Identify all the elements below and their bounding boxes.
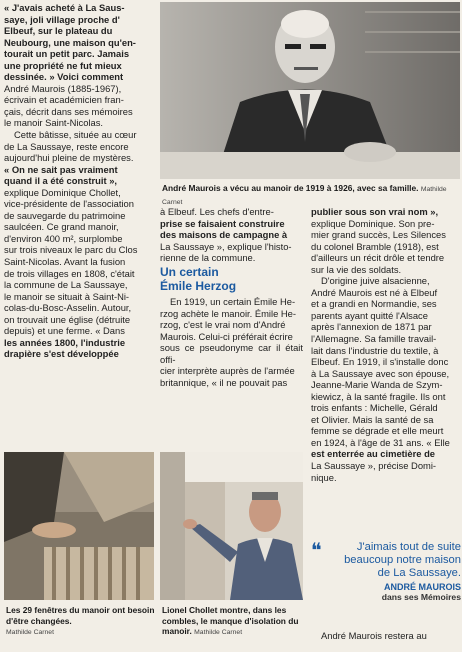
- text-line: tourait un petit parc. Jamais: [4, 48, 130, 60]
- caption-right-text: Lionel Chollet montre, dans les combles, le manque d'isolation du manoir.: [162, 605, 299, 636]
- caption-top-credit: Mathilde Carnet: [162, 186, 447, 206]
- pull-quote: [311, 540, 461, 602]
- text-line: rzog, c'est le vrai nom d'André: [160, 319, 286, 331]
- text-line: La Saussaye », précise Domi-: [311, 460, 437, 472]
- pull-quote-text: J'aimais tout de suite beaucoup notre maison de La Saussaye.: [344, 541, 461, 579]
- text-line: saulcéen. Ce grand manoir,: [4, 221, 119, 233]
- text-line: en 1924, à l'âge de 31 ans. « Elle: [311, 436, 450, 448]
- caption-left-text: Les 29 fenêtres du manoir ont besoin d'être changées.: [6, 605, 155, 626]
- text-line: la commune de La Saussaye,: [4, 279, 128, 291]
- text-line: le manoir se situait à Saint-Ni-: [4, 290, 130, 302]
- text-line: saye, joli village proche d': [4, 13, 120, 25]
- text-line: colas-du-Bosc-Asselin. Autour,: [4, 302, 132, 314]
- pull-quote-author: ANDRÉ MAUROIS: [383, 582, 461, 592]
- caption-left-credit: Mathilde Carnet: [6, 629, 54, 636]
- caption-top-text: André Maurois a vécu au manoir de 1919 à 1926, avec sa famille.: [162, 183, 419, 193]
- text-line: sous ce pseudonyme car il était offi-: [160, 342, 303, 365]
- text-line: nique.: [311, 471, 337, 483]
- subheading: [160, 266, 303, 293]
- text-line: les années 1800, l'industrie: [4, 336, 126, 348]
- article-column-3: [311, 206, 460, 483]
- text-line: d'ailleurs un récit drôle et tendre: [311, 252, 445, 264]
- text-line: prise se faisaient construire: [160, 217, 285, 229]
- text-line: une propriété ne fut mieux: [4, 59, 122, 71]
- text-line: « On ne sait pas vraiment: [4, 163, 118, 175]
- text-line: femme se dégrade et elle meurt: [311, 425, 444, 437]
- text-line: explique Dominique Chollet,: [4, 186, 121, 198]
- text-line: et a grandi en Normandie, ses: [311, 298, 437, 310]
- text-line: sur la vie des soldats.: [311, 263, 402, 275]
- caption-right: [162, 605, 305, 639]
- text-line: La Saussaye », explique l'histo-: [160, 240, 292, 252]
- text-line: aujourd'hui pleine de mystères.: [4, 152, 134, 164]
- window-image: [4, 452, 154, 600]
- pull-quote-source: dans ses Mémoires: [381, 592, 461, 602]
- text-line: depuis) et une ferme. « Dans: [4, 325, 125, 337]
- article-last-line: [311, 630, 460, 642]
- text-line: dessinée. » Voici comment: [4, 71, 124, 83]
- text-line: du colonel Bramble (1918), est: [311, 240, 439, 252]
- text-line: écrivain et académicien fran-: [4, 94, 124, 106]
- text-line: à La Saussaye avec son épouse,: [311, 367, 450, 379]
- text-line: André Maurois est né à Elbeuf: [311, 286, 438, 298]
- text-line: de La Saussaye, reste encore: [4, 140, 129, 152]
- text-line: vice-présidente de l'association: [4, 198, 134, 210]
- caption-top: [162, 183, 460, 208]
- text-line: Elbeuf, sur le plateau du: [4, 25, 113, 37]
- text-line: « J'avais acheté à La Saus-: [4, 2, 125, 13]
- caption-right-credit: Mathilde Carnet: [194, 629, 243, 636]
- text-line: rienne de la commune.: [160, 252, 256, 264]
- text-line: lait dans l'industrie du textile, à: [311, 344, 439, 356]
- text-line: de trois villages en 1808, c'était: [4, 267, 135, 279]
- caption-left: [6, 605, 156, 639]
- quote-mark-icon: ❝: [311, 540, 322, 562]
- text-line: et Olivier. Mais la santé de sa: [311, 413, 434, 425]
- article-column-2-top: [160, 206, 303, 264]
- text-line: publier sous son vrai nom »,: [311, 206, 439, 217]
- text-line: on trouvait une église (détruite: [4, 313, 131, 325]
- attic-photo: [160, 452, 303, 600]
- text-line: Elbeuf. En 1919, il s'installe donc: [311, 356, 449, 368]
- subheading-line-1: Un certain: [160, 265, 219, 279]
- text-line: En 1919, un certain Émile He-: [170, 296, 296, 307]
- text-line: Saint-Nicolas. Avant la fusion: [4, 256, 126, 268]
- text-line: Neubourg, une maison qu'en-: [4, 36, 136, 48]
- last-line-text: André Maurois restera au: [321, 630, 427, 641]
- text-line: le manoir Saint-Nicolas.: [4, 117, 103, 129]
- text-line: explique Dominique. Son pre-: [311, 217, 435, 229]
- subheading-line-2: Émile Herzog: [160, 278, 237, 293]
- text-line: l'Allemagne. Sa famille travail-: [311, 333, 437, 345]
- text-line: sur trois niveaux le parc du Clos: [4, 244, 138, 256]
- article-column-2-bottom: [160, 296, 303, 388]
- text-line: Cette bâtisse, située au cœur: [14, 129, 137, 141]
- text-line: kiewicz, à la santé fragile. Ils ont: [311, 390, 446, 402]
- text-line: d'environ 400 m², surplombe: [4, 232, 123, 244]
- text-line: Maurois. Celui-ci préférait écrire: [160, 330, 293, 342]
- text-line: rzog achète le manoir. Émile He-: [160, 307, 296, 319]
- portrait-image: [160, 2, 460, 179]
- text-line: des maisons de campagne à: [160, 229, 288, 241]
- text-line: D'origine juive alsacienne,: [321, 275, 430, 287]
- text-line: parents ayant quitté l'Alsace: [311, 309, 428, 321]
- text-line: est enterrée au cimetière de: [311, 448, 436, 460]
- text-line: mier grand succès, Les Silences: [311, 229, 446, 241]
- text-line: André Maurois (1885-1967),: [4, 82, 122, 94]
- text-line: de sauvegarde du patrimoine: [4, 209, 126, 221]
- text-line: britannique, « il ne pouvait pas: [160, 376, 288, 388]
- window-photo: [4, 452, 154, 600]
- text-line: après l'annexion de 1871 par: [311, 321, 432, 333]
- portrait-photo: [160, 2, 460, 179]
- text-line: quand il a été construit »,: [4, 175, 118, 187]
- article-column-1: [4, 2, 154, 360]
- attic-image: [160, 452, 303, 600]
- text-line: çais, décrit dans ses mémoires: [4, 105, 133, 117]
- text-line: drapière s'est développée: [4, 348, 119, 360]
- text-line: cier interprète auprès de l'armée: [160, 365, 295, 377]
- text-line: Jeanne-Marie Wanda de Szym-: [311, 379, 443, 391]
- text-line: à Elbeuf. Les chefs d'entre-: [160, 206, 274, 217]
- text-line: trois enfants : Michelle, Gérald: [311, 402, 438, 414]
